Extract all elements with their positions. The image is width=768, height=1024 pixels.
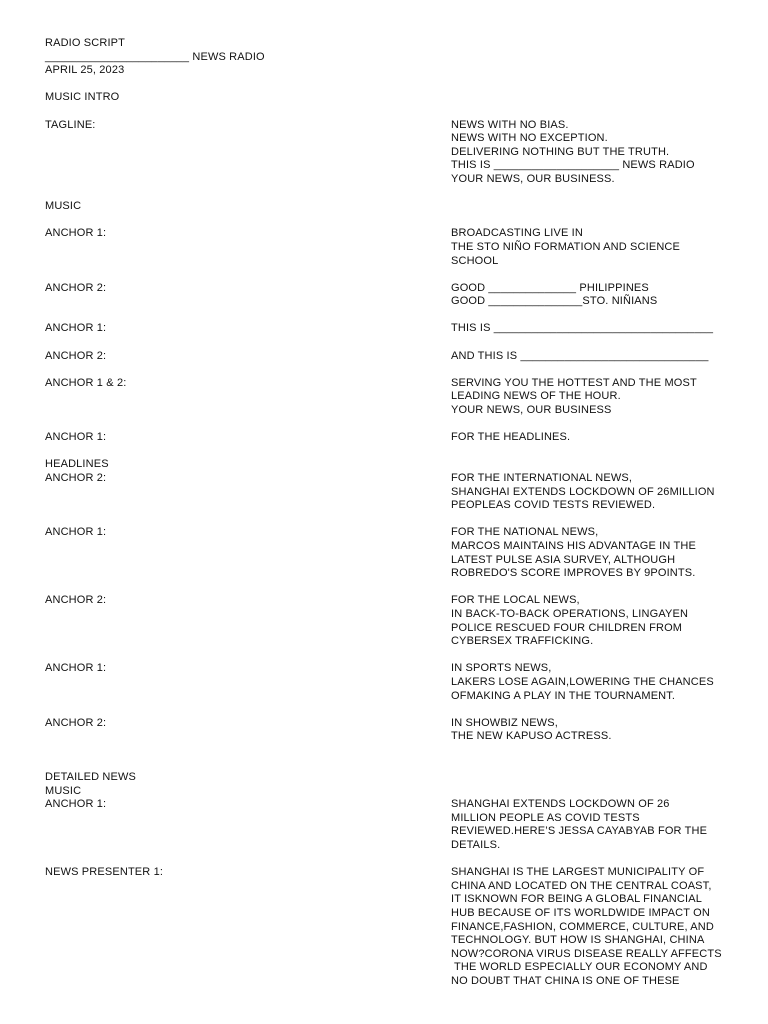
speaker-label: ANCHOR 2: — [45, 594, 107, 607]
script-row — [45, 866, 735, 988]
script-line: GOOD _______________STO. NIÑIANS — [451, 295, 658, 308]
script-line: POLICE RESCUED FOUR CHILDREN FROM — [451, 621, 683, 634]
script-line: LATEST PULSE ASIA SURVEY, ALTHOUGH — [451, 553, 676, 566]
script-text — [451, 227, 735, 268]
speaker-label: ANCHOR 2: — [45, 349, 107, 362]
script-line: ROBREDO'S SCORE IMPROVES BY 9POINTS. — [451, 567, 696, 580]
script-line: YOUR NEWS, OUR BUSINESS — [451, 404, 612, 417]
script-text — [451, 757, 735, 852]
music-intro: MUSIC INTRO — [45, 91, 120, 104]
script-line: IN SPORTS NEWS, — [451, 662, 552, 675]
script-row — [45, 662, 735, 703]
script-line: FINANCE,FASHION, COMMERCE, CULTURE, AND — [451, 920, 714, 933]
script-text — [451, 119, 735, 187]
script-text — [451, 662, 735, 703]
script-line: MILLION PEOPLE AS COVID TESTS — [451, 811, 640, 824]
script-row — [45, 119, 735, 187]
script-line: SHANGHAI IS THE LARGEST MUNICIPALITY OF — [451, 866, 705, 879]
script-line: THIS IS ___________________________________ — [451, 322, 714, 335]
script-line: MARCOS MAINTAINS HIS ADVANTAGE IN THE — [451, 539, 696, 552]
script-line: THIS IS ____________________ NEWS RADIO — [451, 159, 695, 172]
script-row — [45, 594, 735, 648]
script-line: YOUR NEWS, OUR BUSINESS. — [451, 172, 615, 185]
script-date: APRIL 25, 2023 — [45, 64, 125, 77]
speaker-label: ANCHOR 1: — [45, 431, 107, 444]
speaker-label: ANCHOR 1: — [45, 322, 107, 335]
script-text — [451, 458, 735, 512]
speaker-label: MUSIC — [45, 200, 82, 213]
script-line: DETAILS. — [451, 839, 501, 852]
script-row — [45, 322, 735, 336]
script-row — [45, 377, 735, 418]
script-text — [451, 431, 735, 445]
script-line — [451, 771, 735, 785]
script-line: SCHOOL — [451, 254, 499, 267]
script-line: LAKERS LOSE AGAIN,LOWERING THE CHANCES — [451, 675, 714, 688]
script-text — [451, 526, 735, 580]
script-line: NOW?CORONA VIRUS DISEASE REALLY AFFECTS — [451, 947, 722, 960]
script-line — [451, 458, 735, 472]
script-text — [451, 322, 735, 336]
script-line: CYBERSEX TRAFFICKING. — [451, 635, 594, 648]
script-line: NO DOUBT THAT CHINA IS ONE OF THESE — [451, 974, 680, 987]
script-row — [45, 282, 735, 309]
script-line: FOR THE INTERNATIONAL NEWS, — [451, 472, 633, 484]
script-line: IN SHOWBIZ NEWS, — [451, 716, 558, 729]
speaker-label: HEADLINES ANCHOR 2: — [45, 458, 109, 484]
script-row — [45, 526, 735, 580]
script-line: THE STO NIÑO FORMATION AND SCIENCE — [451, 240, 680, 253]
script-text — [451, 350, 735, 364]
speaker-label: ANCHOR 2: — [45, 716, 107, 729]
speaker-label: ANCHOR 2: — [45, 281, 107, 294]
spacer — [45, 105, 735, 119]
script-row — [45, 200, 735, 214]
script-row — [45, 350, 735, 364]
script-line: OFMAKING A PLAY IN THE TOURNAMENT. — [451, 689, 676, 702]
script-line: GOOD ______________ PHILIPPINES — [451, 281, 649, 294]
script-line: LEADING NEWS OF THE HOUR. — [451, 390, 621, 403]
script-line: REVIEWED.HERE’S JESSA CAYABYAB FOR THE — [451, 825, 708, 838]
script-line: IN BACK-TO-BACK OPERATIONS, LINGAYEN — [451, 607, 689, 620]
script-line: AND THIS IS ______________________________ — [451, 349, 709, 362]
script-line: BROADCASTING LIVE IN — [451, 227, 583, 240]
script-body — [45, 119, 735, 989]
script-text — [451, 866, 735, 988]
script-line: TECHNOLOGY. BUT HOW IS SHANGHAI, CHINA — [451, 934, 705, 947]
radio-script — [45, 37, 735, 1002]
speaker-label: DETAILED NEWS MUSIC ANCHOR 1: — [45, 771, 136, 811]
script-row — [45, 757, 735, 852]
script-line: CHINA AND LOCATED ON THE CENTRAL COAST, — [451, 879, 712, 892]
script-line: FOR THE HEADLINES. — [451, 431, 571, 444]
script-line: THE WORLD ESPECIALLY OUR ECONOMY AND — [451, 961, 708, 974]
script-line: SERVING YOU THE HOTTEST AND THE MOST — [451, 376, 697, 389]
station-line: _______________________ NEWS RADIO — [45, 50, 265, 63]
script-row — [45, 431, 735, 445]
script-line — [451, 785, 735, 799]
document-title: RADIO SCRIPT — [45, 37, 126, 49]
script-line: FOR THE NATIONAL NEWS, — [451, 526, 599, 539]
script-line: IT ISKNOWN FOR BEING A GLOBAL FINANCIAL — [451, 893, 702, 906]
script-row — [45, 717, 735, 744]
script-text — [451, 594, 735, 648]
script-line: SHANGHAI EXTENDS LOCKDOWN OF 26 — [451, 798, 670, 811]
script-text — [451, 717, 735, 744]
script-line: FOR THE LOCAL NEWS, — [451, 594, 580, 607]
speaker-label: TAGLINE: — [45, 118, 96, 131]
script-line: NEWS WITH NO EXCEPTION. — [451, 132, 608, 145]
spacer — [45, 78, 735, 92]
script-text — [451, 377, 735, 418]
speaker-label: ANCHOR 1: — [45, 662, 107, 675]
speaker-label: ANCHOR 1: — [45, 227, 107, 240]
script-line: PEOPLEAS COVID TESTS REVIEWED. — [451, 499, 656, 512]
speaker-label: ANCHOR 1 & 2: — [45, 376, 127, 389]
script-line: HUB BECAUSE OF ITS WORLDWIDE IMPACT ON — [451, 907, 710, 919]
script-line: NEWS WITH NO BIAS. — [451, 118, 569, 131]
script-row — [45, 227, 735, 268]
script-text — [451, 282, 735, 309]
script-line: DELIVERING NOTHING BUT THE TRUTH. — [451, 145, 670, 158]
script-line: THE NEW KAPUSO ACTRESS. — [451, 730, 612, 743]
script-row — [45, 458, 735, 512]
script-line: SHANGHAI EXTENDS LOCKDOWN OF 26MILLION — [451, 485, 715, 498]
script-line — [451, 757, 735, 771]
speaker-label: ANCHOR 1: — [45, 526, 107, 539]
speaker-label: NEWS PRESENTER 1: — [45, 866, 164, 879]
